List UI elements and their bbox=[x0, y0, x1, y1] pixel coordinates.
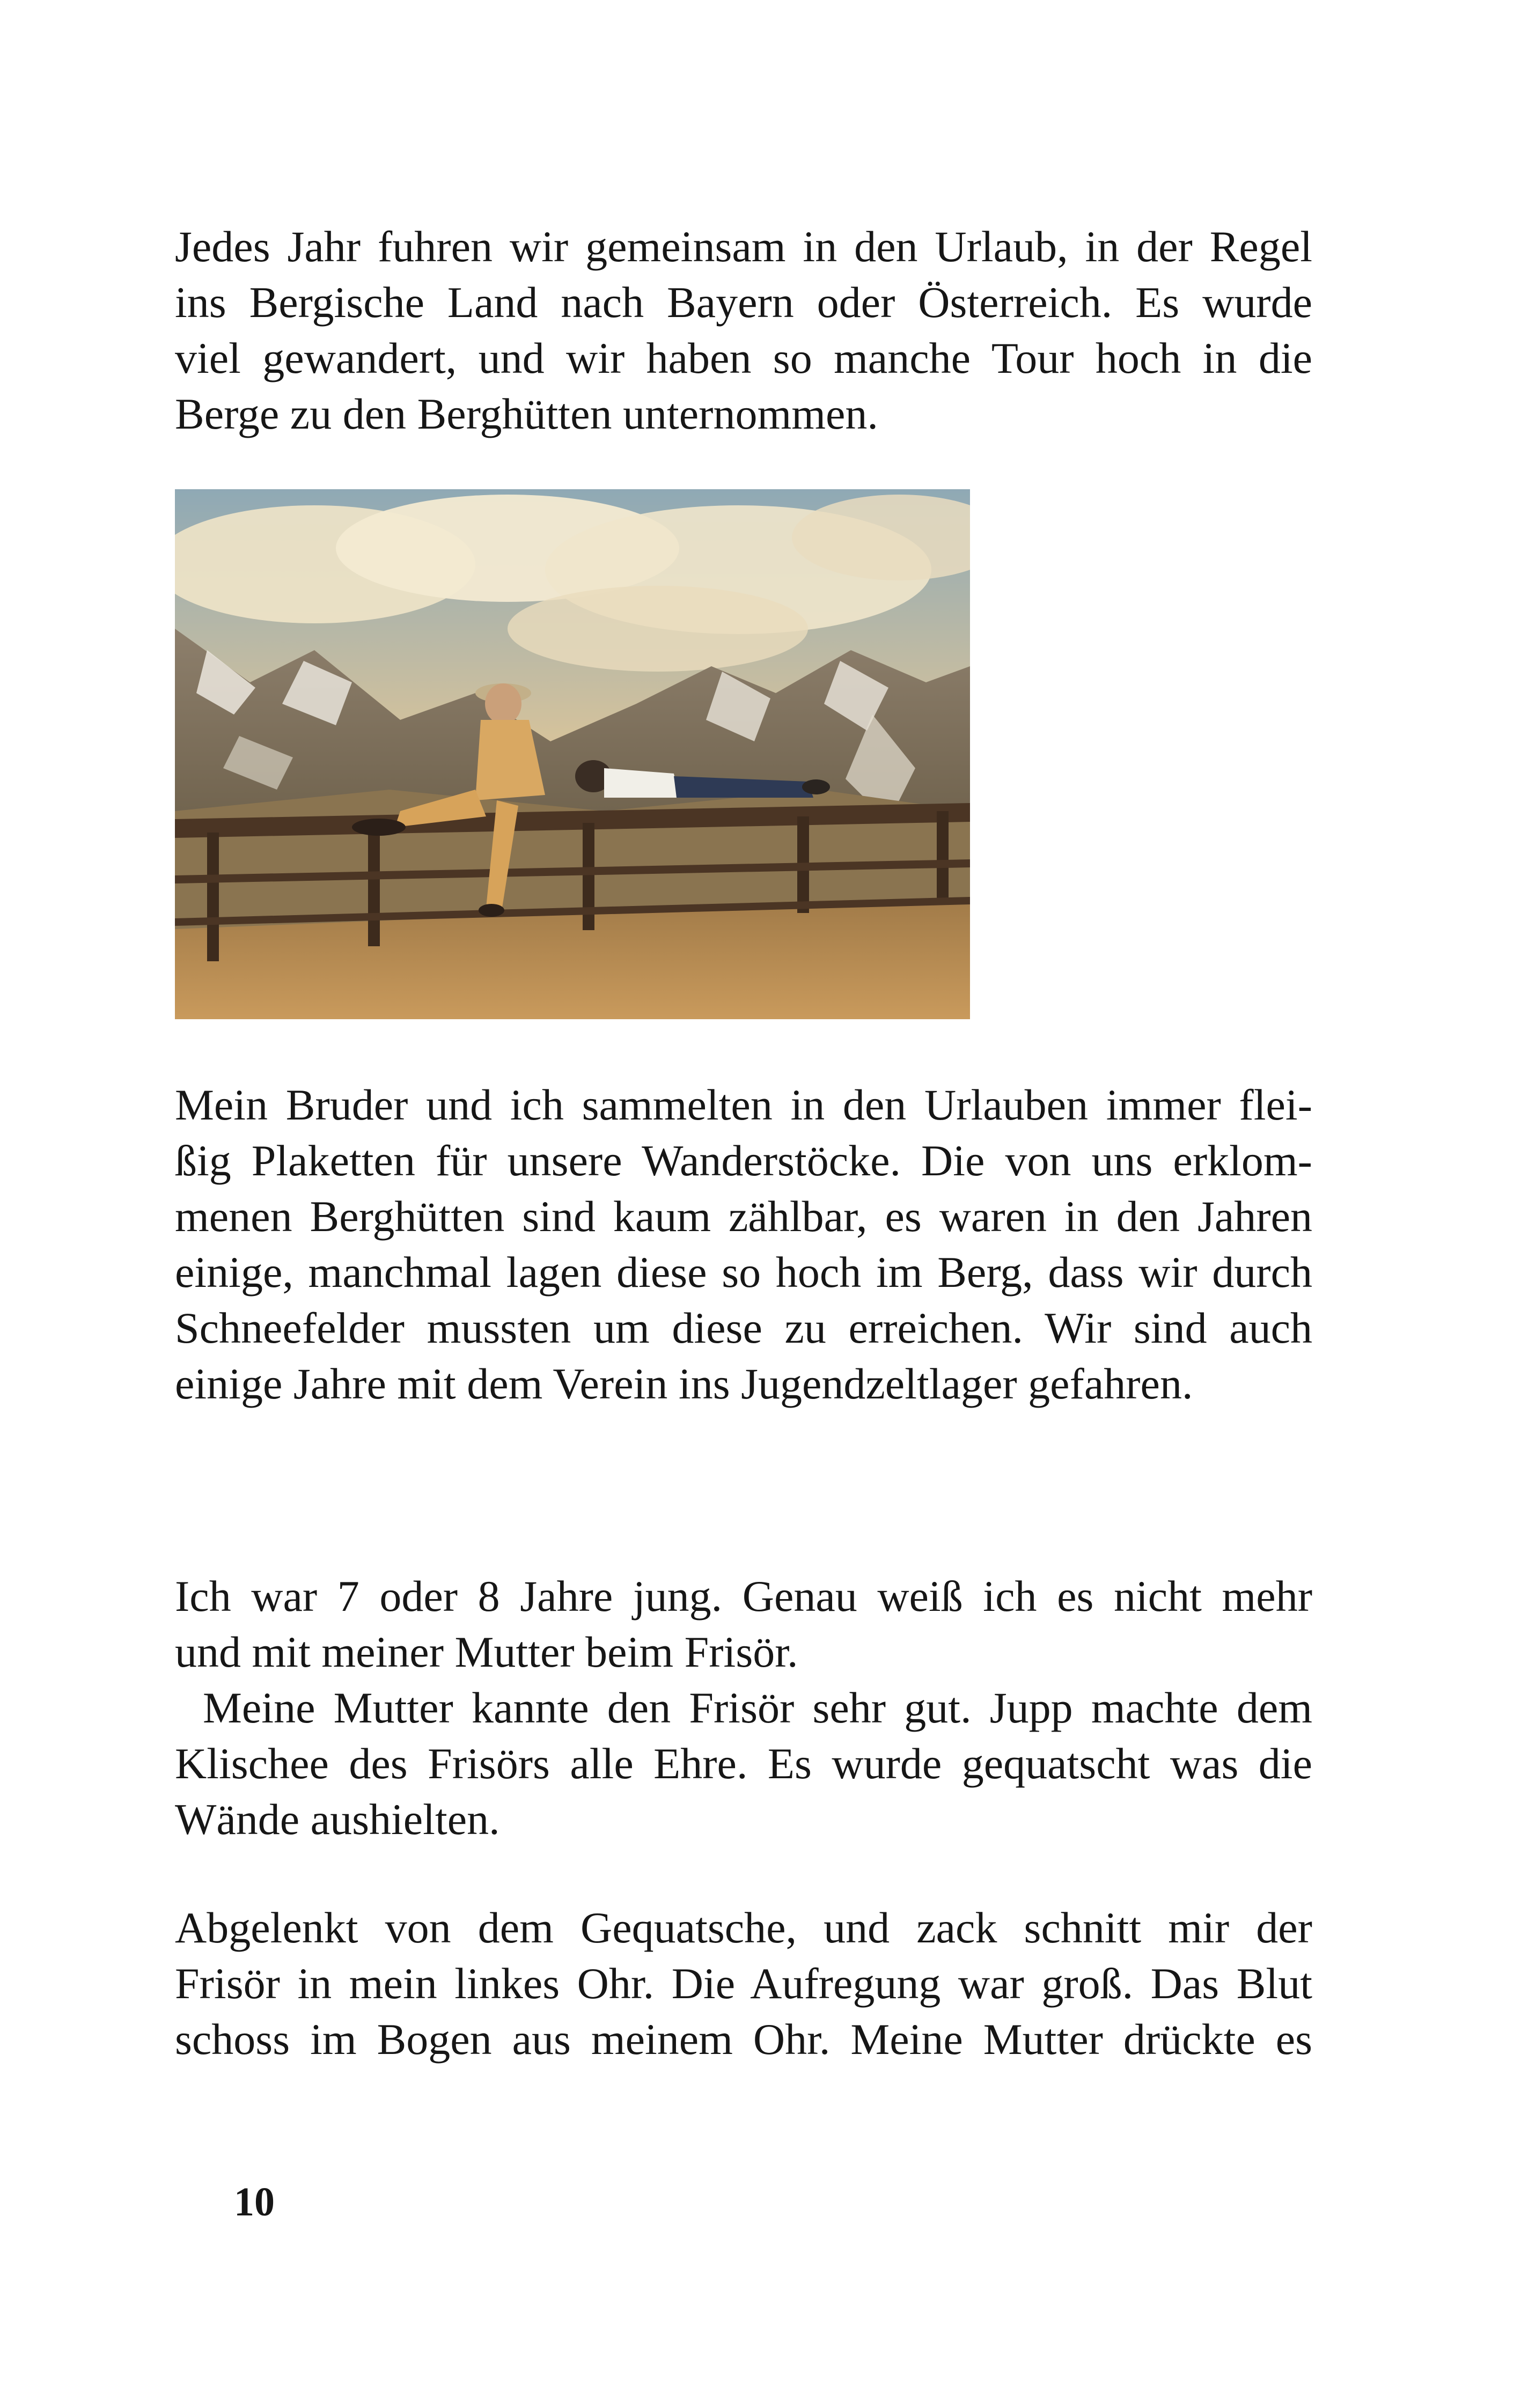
mountain-photo-image bbox=[175, 489, 970, 1019]
text-line: Mein Bruder und ich sammelten in den Urlauben immer flei- bbox=[175, 1080, 1312, 1129]
text-line: einige, manchmal lagen diese so hoch im Berg, dass wir durch bbox=[175, 1248, 1312, 1297]
text-line: viel gewandert, und wir haben so manche Tour hoch in die bbox=[175, 334, 1312, 382]
text-line: menen Berghütten sind kaum zählbar, es waren in den Jahren bbox=[175, 1192, 1312, 1241]
page-number: 10 bbox=[234, 2179, 275, 2225]
text-line: einige Jahre mit dem Verein ins Jugendzeltlager gefahren. bbox=[175, 1359, 1193, 1408]
text-line: Jedes Jahr fuhren wir gemeinsam in den Urlaub, in der Regel bbox=[175, 222, 1312, 271]
text-line: ins Bergische Land nach Bayern oder Österreich. Es wurde bbox=[175, 278, 1312, 327]
text-line: Berge zu den Berghütten unternommen. bbox=[175, 389, 878, 438]
text-line: Wände aushielten. bbox=[175, 1795, 500, 1844]
text-line: Abgelenkt von dem Gequatsche, und zack schnitt mir der bbox=[175, 1903, 1312, 1952]
text-line: Klischee des Frisörs alle Ehre. Es wurde gequatscht was die bbox=[175, 1739, 1312, 1788]
paragraph-vacation bbox=[175, 219, 1312, 442]
paragraph-badges bbox=[175, 1077, 1312, 1412]
text-line: und mit meiner Mutter beim Frisör. bbox=[175, 1628, 798, 1676]
mountain-photo bbox=[175, 489, 970, 1019]
paragraph-hairdresser bbox=[175, 1568, 1312, 1847]
paragraph-ear-cut bbox=[175, 1900, 1312, 2067]
text-line: Ich war 7 oder 8 Jahre jung. Genau weiß ich es nicht mehr bbox=[175, 1572, 1312, 1621]
text-line: Meine Mutter kannte den Frisör sehr gut. Jupp machte dem bbox=[203, 1683, 1312, 1732]
text-line: schoss im Bogen aus meinem Ohr. Meine Mutter drückte es bbox=[175, 2015, 1312, 2064]
text-line: Frisör in mein linkes Ohr. Die Aufregung war groß. Das Blut bbox=[175, 1959, 1312, 2008]
text-line: ßig Plaketten für unsere Wanderstöcke. Die von uns erklom- bbox=[175, 1136, 1312, 1185]
text-line: Schneefelder mussten um diese zu erreichen. Wir sind auch bbox=[175, 1304, 1312, 1352]
